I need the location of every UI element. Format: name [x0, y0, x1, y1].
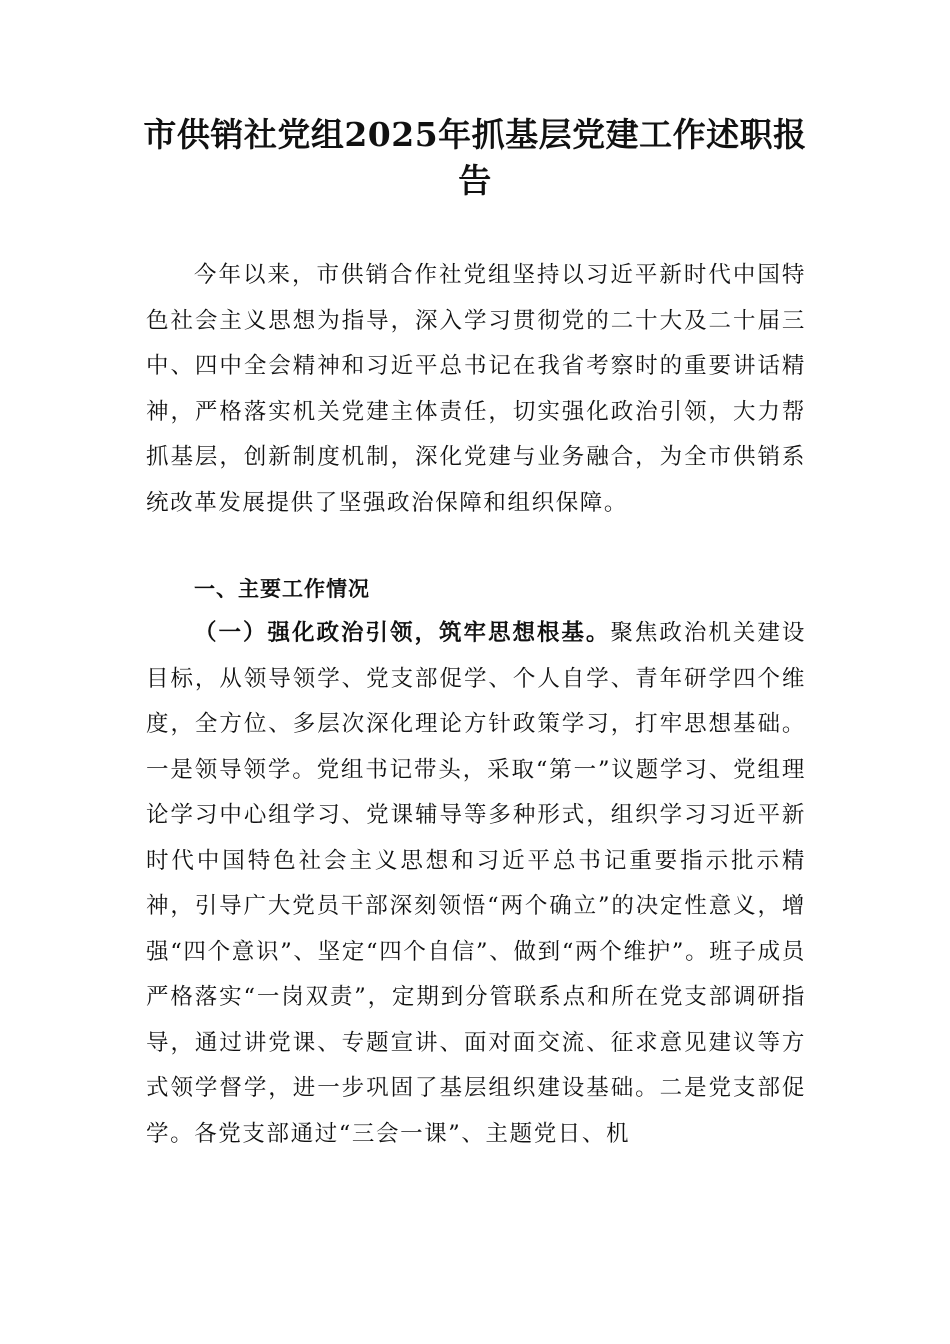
subsection-paragraph [146, 611, 806, 1157]
section-heading: 一、主要工作情况 [194, 577, 370, 601]
document-title: 市供销社党组2025年抓基层党建工作述职报告 [143, 115, 807, 200]
intro-paragraph: 今年以来，市供销合作社党组坚持以习近平新时代中国特色社会主义思想为指导，深入学习贯彻党的二十大及二十届三中、四中全会精神和习近平总书记在我省考察时的重要讲话精神，严格落实机关党建主体责任，切实强化政治引领，大力帮抓基层，创新制度机制，深化党建与业务融合，为全市供销系统改革发展提供了坚强政治保障和组织保障。 [146, 262, 806, 516]
subsection-text: 聚焦政治机关建设目标，从领导领学、党支部促学、个人自学、青年研学四个维度，全方位、多层次深化理论方针政策学习，打牢思想基础。一是领导领学。党组书记带头，采取“第一”议题学习、党组理论学习中心组学习、党课辅导等多种形式，组织学习习近平新时代中国特色社会主义思想和习近平总书记重要指示批示精神，引导广大党员干部深刻领悟“两个确立”的决定性意义，增强“四个意识”、坚定“四个自信”、做到“两个维护”。班子成员严格落实“一岗双责”，定期到分管联系点和所在党支部调研指导，通过讲党课、专题宣讲、面对面交流、征求意见建议等方式领学督学，进一步巩固了基层组织建设基础。二是党支部促学。各党支部通过“三会一课”、主题党日、机 [146, 620, 806, 1147]
subsection-lead: （一）强化政治引领，筑牢思想根基。 [194, 620, 611, 646]
